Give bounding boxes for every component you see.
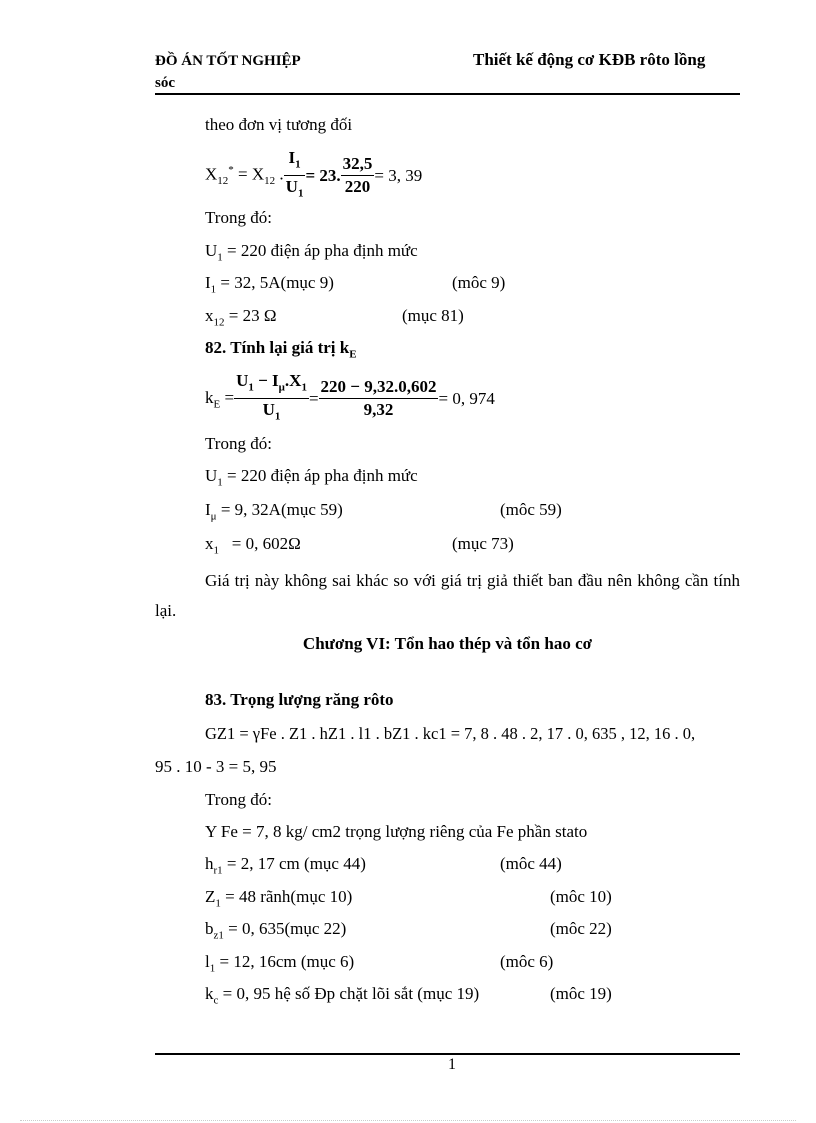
u1-line: $U_1 = 220$ điện áp pha định mức [205, 241, 418, 264]
eq2-num2: 220 − 9,32.0,602 [319, 376, 439, 399]
eq2-den2: 9,32 [363, 400, 394, 420]
equation-gz1-cont: 95 . 10 - 3 = 5, 95 [155, 757, 277, 776]
z1-ref: (môc 10) [550, 887, 612, 906]
bz1-line: $b_{z1} = 0$, 635(mục 22) [205, 919, 347, 942]
where-label-1: Trong đó: [205, 208, 272, 227]
eq1-den-sub: 1 [297, 187, 304, 200]
equation-gz1: GZ1 = γFe . Z1 . hZ1 . l1 . bZ1 . kc1 = 7, 8 . 48 . 2, 17 . 0, 635 , 12, 16 . 0, [205, 724, 696, 743]
eq1-result: = 3, 39 [374, 165, 423, 185]
section-82-title: 82. Tính lại giá trị $k_E$ [205, 338, 357, 361]
eq1-mid: = 23. [305, 165, 341, 185]
header-left-line2: sóc [155, 75, 175, 91]
eq1-den: U [285, 177, 298, 197]
header-rule [155, 93, 740, 95]
eq2-result: = 0, 974 [438, 388, 495, 408]
imu-line: $I_\mu = 9$, 32A(mục 59) [205, 500, 343, 523]
conclusion-paragraph: Giá trị này không sai khác so với giá trị giả thiết ban đầu nên không cần tính lại. [155, 571, 740, 620]
eq1-x: = X [233, 165, 265, 185]
eq1-fraction [284, 147, 306, 205]
eq2-eq: = [220, 387, 235, 407]
eq1-num: I [288, 148, 296, 167]
kc-ref: (môc 19) [550, 984, 612, 1003]
x12-ref: (mục 81) [402, 306, 464, 325]
eq1-fraction2 [341, 153, 375, 198]
hr1-line: $h_{r1} = 2$, 17 cm (mục 44) [205, 854, 366, 877]
l1-line: $l_1 = 12$, 16cm (mục 6) [205, 952, 355, 975]
i1-line: $I_1 = 32$, 5A(mục 9) [205, 273, 334, 296]
page-bottom-edge [20, 1120, 796, 1121]
section-83-title: 83. Trọng lượng răng rôto [205, 690, 394, 709]
eq1-lhs-sub: 12 [217, 175, 229, 188]
chapter-title: Chương VI: Tổn hao thép và tổn hao cơ [302, 634, 593, 653]
bz1-ref: (môc 22) [550, 919, 612, 938]
eq2-lhs-sub: E [213, 398, 221, 411]
kc-line: $k_c = 0$, 95 hệ số Đp chặt lõi sắt (mục 19) [205, 984, 480, 1007]
eq2-fraction: $\frac{U_1 - I_\mu.X_1}{U_1}$ [236, 371, 307, 423]
l1-ref: (môc 6) [500, 952, 554, 971]
x1-ref: (mục 73) [452, 534, 514, 553]
eq2-fraction2 [319, 376, 439, 421]
eq1-lhs: X [205, 165, 218, 185]
header-left [155, 50, 301, 94]
eq1-dot: . [275, 165, 284, 185]
x12-line: $x_{12} = 23$ Ω [205, 306, 277, 329]
eq2-lhs: k [205, 387, 214, 407]
equation-ke [205, 370, 495, 428]
u1b-line: $U_1 = 220$ điện áp pha định mức [205, 466, 418, 489]
imu-ref: (môc 59) [500, 500, 562, 519]
header-left-line1: ĐỒ ÁN TỐT NGHIỆP [155, 53, 301, 69]
eq2-eq2: = [308, 388, 319, 408]
relative-units-text: theo đơn vị tương đối [205, 115, 353, 134]
eq1-num-sub: 1 [295, 158, 301, 171]
where-label-3: Trong đó: [205, 790, 272, 809]
equation-x12 [205, 147, 422, 205]
eq1-den2: 220 [344, 177, 371, 197]
gamma-line: Y Fe = 7, 8 kg/ cm2 trọng lượng riêng của Fe phần stato [205, 822, 588, 841]
where-label-2: Trong đó: [205, 434, 272, 453]
hr1-ref: (môc 44) [500, 854, 562, 873]
eq1-num2: 32,5 [341, 153, 375, 176]
i1-ref: (môc 9) [452, 273, 506, 292]
footer-rule [155, 1053, 740, 1055]
eq1-lhs-sup: * [228, 164, 234, 177]
x1-line: $x_1 = 0$, 602Ω [205, 534, 301, 557]
z1-line: $Z_1 = 48$ rãnh(mục 10) [205, 887, 353, 910]
header-right: Thiết kế động cơ KĐB rôto lồng [473, 50, 706, 69]
eq1-x-sub: 12 [264, 175, 276, 188]
page-number: 1 [448, 1056, 456, 1073]
